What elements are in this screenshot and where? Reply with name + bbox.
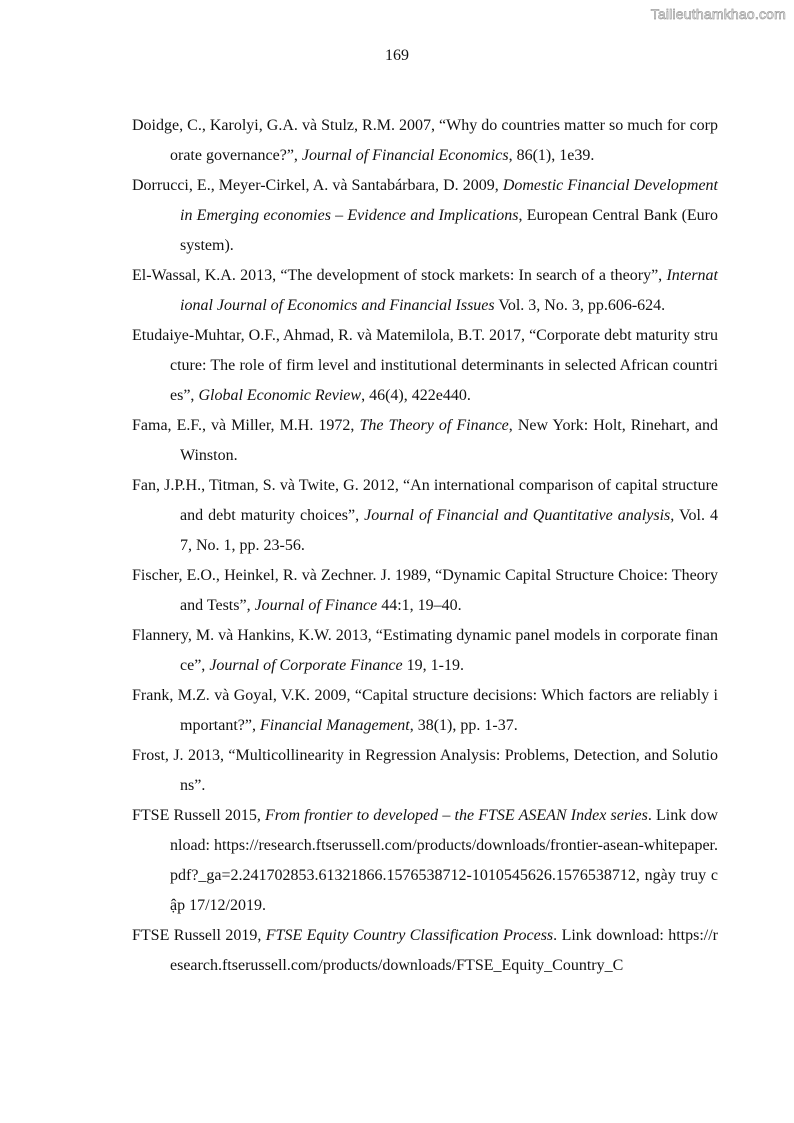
reference-entry: Frost, J. 2013, “Multicollinearity in Regression Analysis: Problems, Detection, and Solutions”. (132, 747, 718, 794)
reference-entry: FTSE Russell 2015, From frontier to developed – the FTSE ASEAN Index series. Link download: https://research.ftserussell.com/products/downloads/frontier-asean-whitepaper.pdf?_ga=2.241702853.61321866.1576538712-1010545626.1576538712, ngày truy cập 17/12/2019. (132, 807, 718, 914)
reference-entry: El-Wassal, K.A. 2013, “The development of stock markets: In search of a theory”, International Journal of Economics and Financial Issues Vol. 3, No. 3, pp.606-624. (132, 267, 718, 314)
reference-entry: Etudaiye-Muhtar, O.F., Ahmad, R. và Matemilola, B.T. 2017, “Corporate debt maturity structure: The role of firm level and institutional determinants in selected African countries”, Global Economic Review, 46(4), 422e440. (132, 327, 718, 404)
reference-entry: Frank, M.Z. và Goyal, V.K. 2009, “Capital structure decisions: Which factors are reliably important?”, Financial Management, 38(1), pp. 1-37. (132, 687, 718, 734)
watermark: Tailieuthamkhao.com (650, 6, 786, 22)
reference-entry: FTSE Russell 2019, FTSE Equity Country Classification Process. Link download: https://research.ftserussell.com/products/downloads/FTSE_Equity_Country_C (132, 927, 719, 974)
reference-list (132, 111, 718, 981)
reference-entry: Fischer, E.O., Heinkel, R. và Zechner. J. 1989, “Dynamic Capital Structure Choice: Theory and Tests”, Journal of Finance 44:1, 19–40. (132, 567, 718, 614)
page-number: 169 (385, 47, 409, 64)
reference-entry: Flannery, M. và Hankins, K.W. 2013, “Estimating dynamic panel models in corporate finance”, Journal of Corporate Finance 19, 1-19. (132, 627, 718, 674)
reference-entry: Doidge, C., Karolyi, G.A. và Stulz, R.M. 2007, “Why do countries matter so much for corporate governance?”, Journal of Financial Economics, 86(1), 1e39. (132, 117, 718, 164)
reference-entry: Fan, J.P.H., Titman, S. và Twite, G. 2012, “An international comparison of capital structure and debt maturity choices”, Journal of Financial and Quantitative analysis, Vol. 47, No. 1, pp. 23-56. (132, 477, 718, 554)
reference-entry: Dorrucci, E., Meyer-Cirkel, A. và Santabárbara, D. 2009, Domestic Financial Development in Emerging economies – Evidence and Implications, European Central Bank (Eurosystem). (132, 177, 719, 254)
reference-entry: Fama, E.F., và Miller, M.H. 1972, The Theory of Finance, New York: Holt, Rinehart, and Winston. (132, 417, 719, 464)
